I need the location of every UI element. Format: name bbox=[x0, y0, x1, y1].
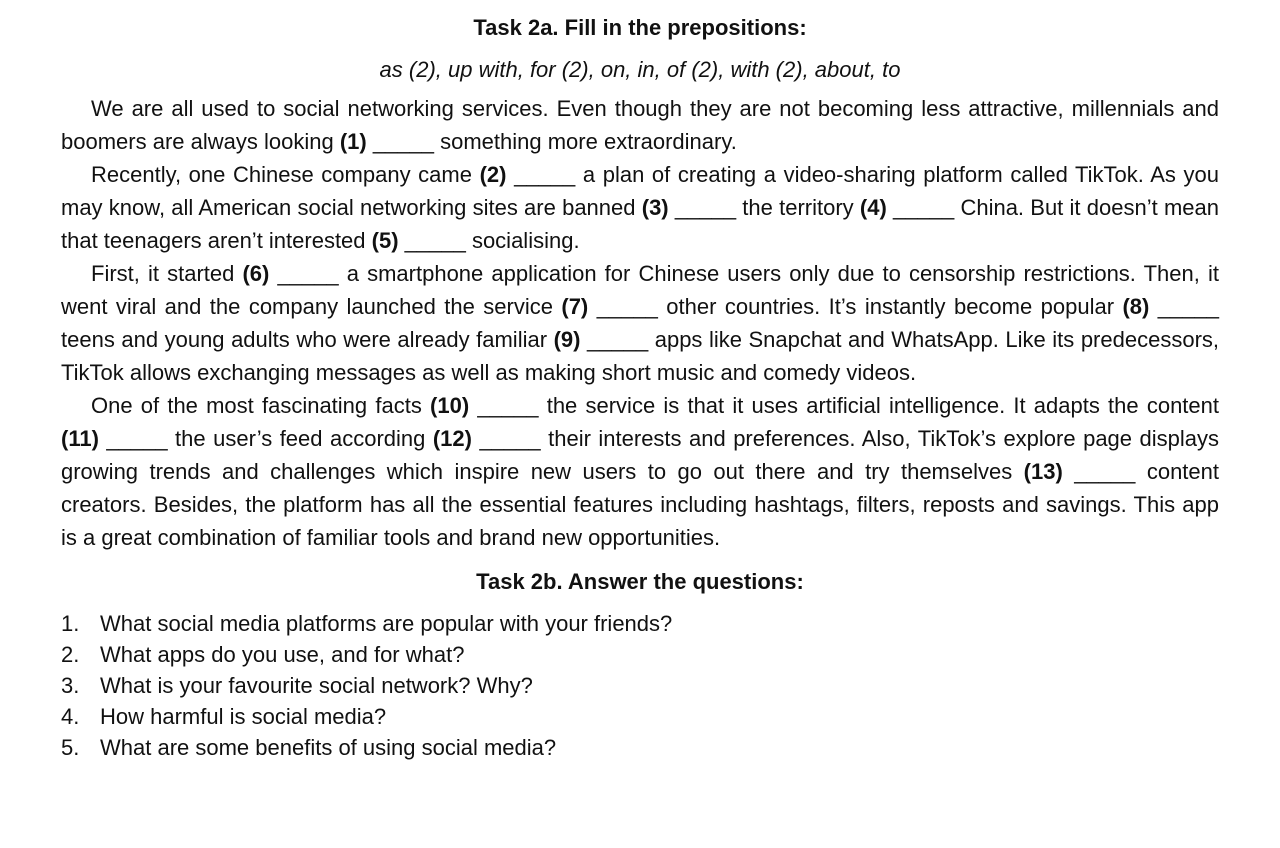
gap-number: (12) bbox=[432, 426, 472, 451]
question-number: 5. bbox=[61, 735, 80, 760]
word-bank: as (2), up with, for (2), on, in, of (2), with (2), about, to bbox=[379, 57, 901, 82]
text-segment: _____ the user’s feed according bbox=[98, 426, 433, 451]
text-segment: _____ content creators. Besides, the platform has all the essential features including hashtags, filters, reposts and savings. This app is a great combination of familiar tools and brand new opportunities. bbox=[61, 459, 1219, 550]
text-segment: _____ socialising. bbox=[398, 228, 580, 253]
gap-number: (3) bbox=[641, 195, 669, 220]
task-2a-title: Task 2a. Fill in the prepositions: bbox=[473, 15, 807, 40]
list-item bbox=[61, 732, 1219, 763]
text-segment: _____ a plan of creating a video-sharing platform called TikTok. As you may know, all American social networking sites are banned bbox=[61, 162, 1220, 220]
list-item bbox=[61, 701, 1219, 732]
list-item bbox=[61, 608, 1219, 639]
gap-number: (11) bbox=[61, 426, 99, 451]
question-number: 2. bbox=[61, 642, 80, 667]
gap-number: (13) bbox=[1023, 459, 1063, 484]
gap-number: (10) bbox=[430, 393, 470, 418]
text-segment: _____ the service is that it uses artificial intelligence. It adapts the content bbox=[469, 393, 1219, 418]
gap-number: (9) bbox=[553, 327, 581, 352]
paragraph-1 bbox=[61, 92, 1219, 158]
text-segment: _____ something more extraordinary. bbox=[366, 129, 737, 154]
gap-number: (6) bbox=[242, 261, 270, 286]
question-text: What are some benefits of using social media? bbox=[100, 735, 557, 760]
text-segment: _____ apps like Snapchat and WhatsApp. Like its predecessors, TikTok allows exchanging messages as well as making short music and comedy videos. bbox=[61, 327, 1220, 385]
text-segment: Recently, one Chinese company came bbox=[91, 162, 480, 187]
question-number: 3. bbox=[61, 673, 80, 698]
gap-number: (2) bbox=[479, 162, 507, 187]
gap-number: (5) bbox=[371, 228, 399, 253]
text-segment: _____ their interests and preferences. Also, TikTok’s explore page displays growing trends and challenges which inspire new users to go out there and try themselves bbox=[61, 426, 1219, 484]
paragraph-4 bbox=[61, 389, 1219, 554]
text-segment: _____ China. But it doesn’t mean that teenagers aren’t interested bbox=[61, 195, 1219, 253]
text-segment: _____ other countries. It’s instantly become popular bbox=[588, 294, 1123, 319]
text-segment: _____ teens and young adults who were already familiar bbox=[61, 294, 1219, 352]
passage bbox=[61, 92, 1219, 554]
question-text: How harmful is social media? bbox=[100, 704, 387, 729]
text-segment: One of the most fascinating facts bbox=[91, 393, 431, 418]
gap-number: (8) bbox=[1122, 294, 1150, 319]
gap-number: (7) bbox=[561, 294, 589, 319]
question-number: 4. bbox=[61, 704, 80, 729]
question-text: What apps do you use, and for what? bbox=[100, 642, 465, 667]
question-number: 1. bbox=[61, 611, 80, 636]
gap-number: (4) bbox=[859, 195, 887, 220]
list-item bbox=[61, 639, 1219, 670]
question-text: What social media platforms are popular with your friends? bbox=[100, 611, 673, 636]
question-list bbox=[61, 608, 1219, 763]
question-text: What is your favourite social network? Why? bbox=[100, 673, 533, 698]
paragraph-2 bbox=[61, 158, 1219, 257]
text-segment: We are all used to social networking services. Even though they are not becoming less attractive, millennials and boomers are always looking bbox=[61, 96, 1219, 154]
text-segment: _____ a smartphone application for Chinese users only due to censorship restrictions. Then, it went viral and the company launched the service bbox=[61, 261, 1219, 319]
task-2b-title: Task 2b. Answer the questions: bbox=[476, 569, 804, 594]
worksheet-page bbox=[61, 12, 1219, 763]
text-segment: _____ the territory bbox=[668, 195, 860, 220]
gap-number: (1) bbox=[339, 129, 367, 154]
text-segment: First, it started bbox=[91, 261, 243, 286]
list-item bbox=[61, 670, 1219, 701]
paragraph-3 bbox=[61, 257, 1219, 389]
